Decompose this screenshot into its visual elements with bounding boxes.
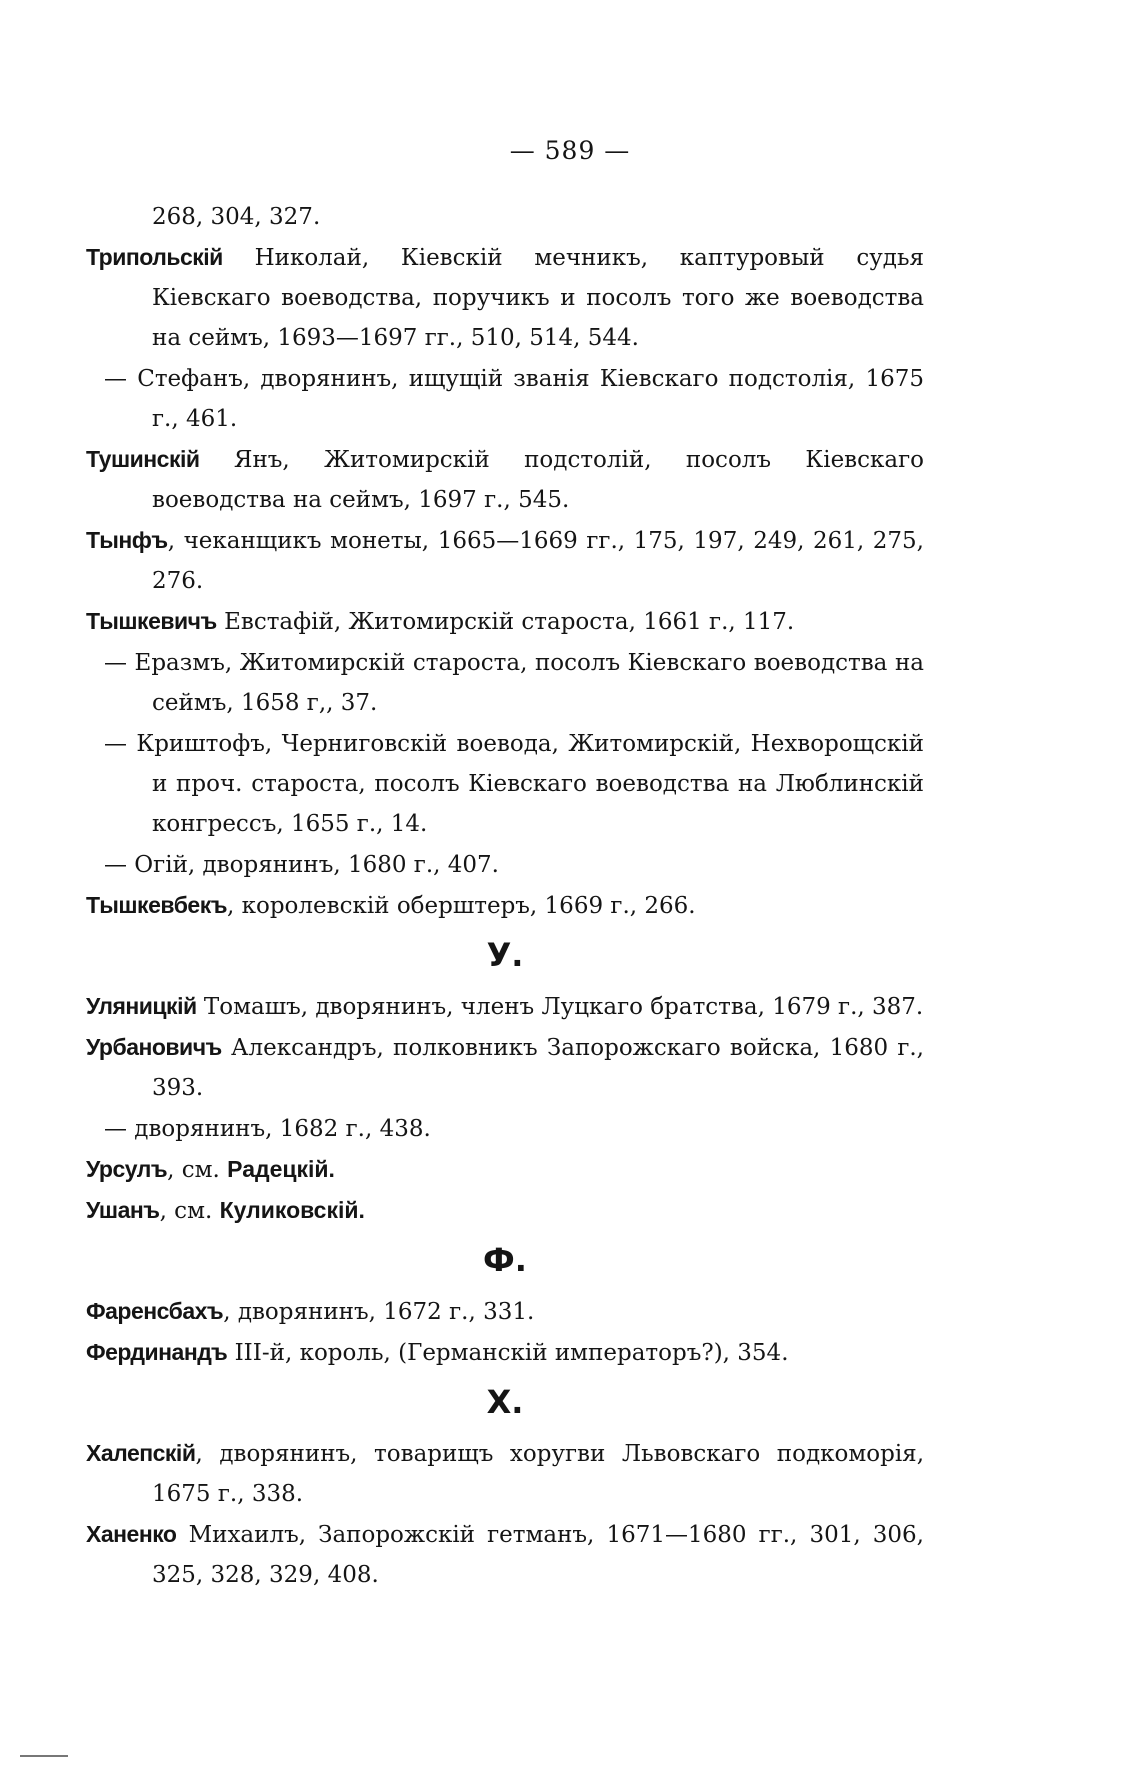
- index-subentry: — дворянинъ, 1682 г., 438.: [104, 1116, 431, 1142]
- index-subentry: — Еразмъ, Житомирскій староста, посолъ Кіевскаго воеводства на сеймъ, 1658 г,, 37.: [104, 650, 924, 716]
- index-entry: Ханенко Михаилъ, Запорожскій гетманъ, 1671—1680 гг., 301, 306, 325, 328, 329, 408.: [86, 1521, 924, 1588]
- entry-headword: Халепскій: [86, 1440, 196, 1466]
- index-entry: Уляницкій Томашъ, дворянинъ, членъ Луцкаго братства, 1679 г., 387.: [86, 993, 924, 1020]
- index-entry: 268, 304, 327.: [152, 204, 321, 230]
- scan-mark: [20, 1755, 68, 1757]
- index-subentry: — Стефанъ, дворянинъ, ищущій званія Кіевскаго подстолія, 1675 г., 461.: [104, 366, 924, 432]
- index-entry: Урсулъ, см. Радецкій.: [86, 1156, 335, 1183]
- page-number: — 589 —: [509, 136, 631, 165]
- entry-headword: Тышкевичъ: [86, 608, 217, 634]
- index-subentry: — Огій, дворянинъ, 1680 г., 407.: [104, 852, 499, 878]
- index-entry: Ушанъ, см. Куликовскій.: [86, 1197, 365, 1224]
- entry-headword: Тышкевбекъ: [86, 892, 227, 918]
- entry-headword: Тушинскій: [86, 446, 200, 472]
- entry-headword: Урбановичъ: [86, 1034, 222, 1060]
- index-entry: Тушинскій Янъ, Житомирскій подстолій, посолъ Кіевскаго воеводства на сеймъ, 1697 г., 545.: [86, 446, 924, 513]
- entry-headword: Уляницкій: [86, 993, 197, 1019]
- cross-reference: Куликовскій.: [219, 1197, 365, 1223]
- section-letter-f: Ф.: [483, 1241, 527, 1279]
- entry-headword: Тынфъ: [86, 527, 168, 553]
- entry-headword: Ханенко: [86, 1521, 177, 1547]
- index-entry: Тынфъ, чеканщикъ монеты, 1665—1669 гг., 175, 197, 249, 261, 275, 276.: [86, 527, 924, 594]
- section-letter-kh: Х.: [486, 1383, 524, 1421]
- index-entry: Трипольскій Николай, Кіевскій мечникъ, каптуровый судья Кіевскаго воеводства, поручикъ и посолъ того же воеводства на сеймъ, 1693—1697 гг., 510, 514, 544.: [86, 244, 924, 351]
- index-body: [86, 196, 924, 1595]
- index-entry: Фердинандъ III-й, король, (Германскій императоръ?), 354.: [86, 1339, 789, 1366]
- index-entry: Халепскій, дворянинъ, товарищъ хоругви Львовскаго подкоморія, 1675 г., 338.: [86, 1440, 924, 1507]
- cross-reference: Радецкій.: [227, 1156, 335, 1182]
- index-entry: Тышкевбекъ, королевскій оберштеръ, 1669 г., 266.: [86, 892, 696, 919]
- index-entry: Урбановичъ Александръ, полковникъ Запорожскаго войска, 1680 г., 393.: [86, 1034, 924, 1101]
- index-entry: Тышкевичъ Евстафій, Житомирскій староста, 1661 г., 117.: [86, 608, 795, 635]
- entry-headword: Фердинандъ: [86, 1339, 228, 1365]
- entry-headword: Трипольскій: [86, 244, 223, 270]
- index-subentry: — Криштофъ, Черниговскій воевода, Житомирскій, Нехворощскій и проч. староста, посолъ Кіевскаго воеводства на Люблинскій конгрессъ, 1655 г., 14.: [104, 731, 924, 837]
- section-letter-u: У.: [486, 936, 524, 974]
- entry-headword: Фаренсбахъ: [86, 1298, 224, 1324]
- index-entry: Фаренсбахъ, дворянинъ, 1672 г., 331.: [86, 1298, 535, 1325]
- entry-headword: Урсулъ: [86, 1156, 168, 1182]
- entry-headword: Ушанъ: [86, 1197, 160, 1223]
